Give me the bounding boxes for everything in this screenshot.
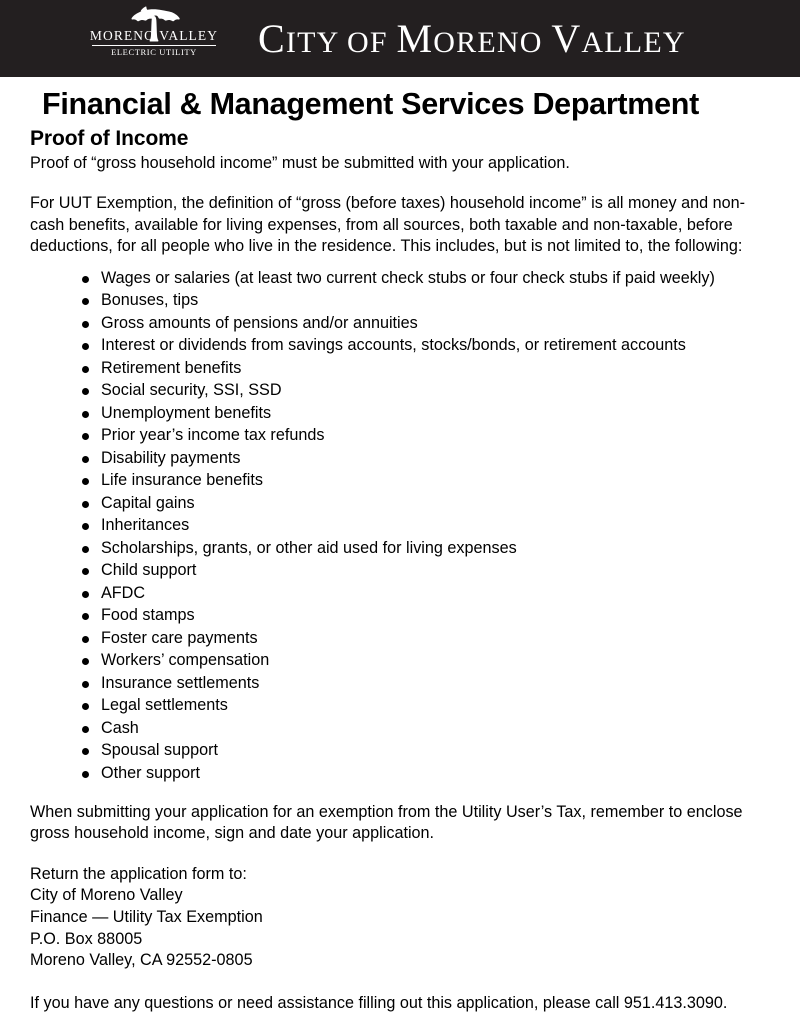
list-item: [30, 360, 770, 376]
intro-line: Proof of “gross household income” must be submitted with your application.: [30, 154, 570, 173]
return-address-block: [30, 864, 770, 972]
return-address-line: P.O. Box 88005: [30, 929, 143, 948]
list-item: [30, 585, 770, 601]
bullet-icon: [82, 321, 89, 328]
list-item: [30, 315, 770, 331]
bullet-icon: [82, 703, 89, 710]
list-item-label: Foster care payments: [101, 628, 258, 647]
list-item: [30, 382, 770, 398]
bullet-icon: [82, 546, 89, 553]
closing-paragraph: When submitting your application for an exemption from the Utility User’s Tax, remember to enclose gross household income, sign and date your application.: [30, 802, 743, 842]
bullet-icon: [82, 411, 89, 418]
list-item: [30, 517, 770, 533]
list-item: [30, 405, 770, 421]
bullet-icon: [82, 343, 89, 350]
city-name-title: CITY OF MORENO VALLEY: [258, 15, 686, 61]
list-item: [30, 675, 770, 691]
bullet-icon: [82, 726, 89, 733]
list-item: [30, 495, 770, 511]
list-item: [30, 652, 770, 668]
bullet-icon: [82, 478, 89, 485]
bullet-icon: [82, 388, 89, 395]
list-item-label: Bonuses, tips: [101, 291, 199, 310]
logo-wordmark-text: MORENO VALLEY: [89, 28, 219, 43]
document-content: [0, 88, 800, 1014]
page-header-banner: [0, 0, 800, 77]
list-item-label: Legal settlements: [101, 696, 228, 715]
definition-paragraph: For UUT Exemption, the definition of “gross (before taxes) household income” is all money and non-cash benefits, available for living expenses, from all sources, both taxable and non-taxable, before deductions, for all people who live in the residence. This includes, but is not limited to, the following:: [30, 194, 746, 256]
list-item: [30, 742, 770, 758]
section-heading: Proof of Income: [30, 127, 189, 151]
income-sources-list: [30, 270, 770, 781]
list-item: [30, 427, 770, 443]
return-address-line: Moreno Valley, CA 92552-0805: [30, 951, 253, 970]
list-item-label: Life insurance benefits: [101, 471, 263, 490]
bullet-icon: [82, 748, 89, 755]
bullet-icon: [82, 613, 89, 620]
bullet-icon: [82, 298, 89, 305]
list-item: [30, 270, 770, 286]
list-item-label: Inheritances: [101, 516, 190, 535]
bullet-icon: [82, 771, 89, 778]
list-item-label: Insurance settlements: [101, 673, 260, 692]
logo-subtitle-text: ELECTRIC UTILITY: [111, 46, 197, 57]
list-item: [30, 292, 770, 308]
list-item-label: Interest or dividends from savings accounts, stocks/bonds, or retirement accounts: [101, 336, 686, 355]
list-item-label: Cash: [101, 718, 139, 737]
logo-divider-rule: [92, 45, 216, 46]
list-item-label: Prior year’s income tax refunds: [101, 426, 325, 445]
moreno-valley-electric-utility-logo: [88, 4, 220, 74]
list-item: [30, 562, 770, 578]
list-item-label: Retirement benefits: [101, 358, 242, 377]
list-item: [30, 607, 770, 623]
bullet-icon: [82, 523, 89, 530]
bullet-icon: [82, 433, 89, 440]
return-address-line: City of Moreno Valley: [30, 886, 183, 905]
bullet-icon: [82, 658, 89, 665]
list-item-label: AFDC: [101, 583, 146, 602]
bullet-icon: [82, 456, 89, 463]
return-address-intro: Return the application form to:: [30, 864, 247, 883]
list-item-label: Capital gains: [101, 493, 195, 512]
list-item: [30, 720, 770, 736]
list-item-label: Unemployment benefits: [101, 403, 272, 422]
list-item: [30, 472, 770, 488]
list-item-label: Food stamps: [101, 606, 195, 625]
list-item: [30, 765, 770, 781]
logo-wordmark: [88, 28, 220, 57]
list-item-label: Disability payments: [101, 448, 241, 467]
list-item-label: Social security, SSI, SSD: [101, 381, 282, 400]
department-heading: Financial & Management Services Department: [42, 87, 699, 121]
list-item: [30, 337, 770, 353]
closing-instructions: [30, 802, 770, 844]
list-item-label: Spousal support: [101, 741, 218, 760]
list-item: [30, 450, 770, 466]
bullet-icon: [82, 636, 89, 643]
bullet-icon: [82, 366, 89, 373]
list-item: [30, 630, 770, 646]
list-item-label: Child support: [101, 561, 197, 580]
bullet-icon: [82, 501, 89, 508]
bullet-icon: [82, 568, 89, 575]
list-item-label: Other support: [101, 763, 200, 782]
bullet-icon: [82, 591, 89, 598]
bullet-icon: [82, 681, 89, 688]
return-address-line: Finance — Utility Tax Exemption: [30, 907, 263, 926]
list-item-label: Gross amounts of pensions and/or annuities: [101, 313, 418, 332]
assistance-line: If you have any questions or need assistance filling out this application, please call 951.413.3090.: [30, 993, 728, 1012]
list-item: [30, 697, 770, 713]
bullet-icon: [82, 276, 89, 283]
list-item-label: Workers’ compensation: [101, 651, 270, 670]
list-item-label: Scholarships, grants, or other aid used for living expenses: [101, 538, 517, 557]
list-item-label: Wages or salaries (at least two current check stubs or four check stubs if paid weekly): [101, 268, 715, 287]
list-item: [30, 540, 770, 556]
